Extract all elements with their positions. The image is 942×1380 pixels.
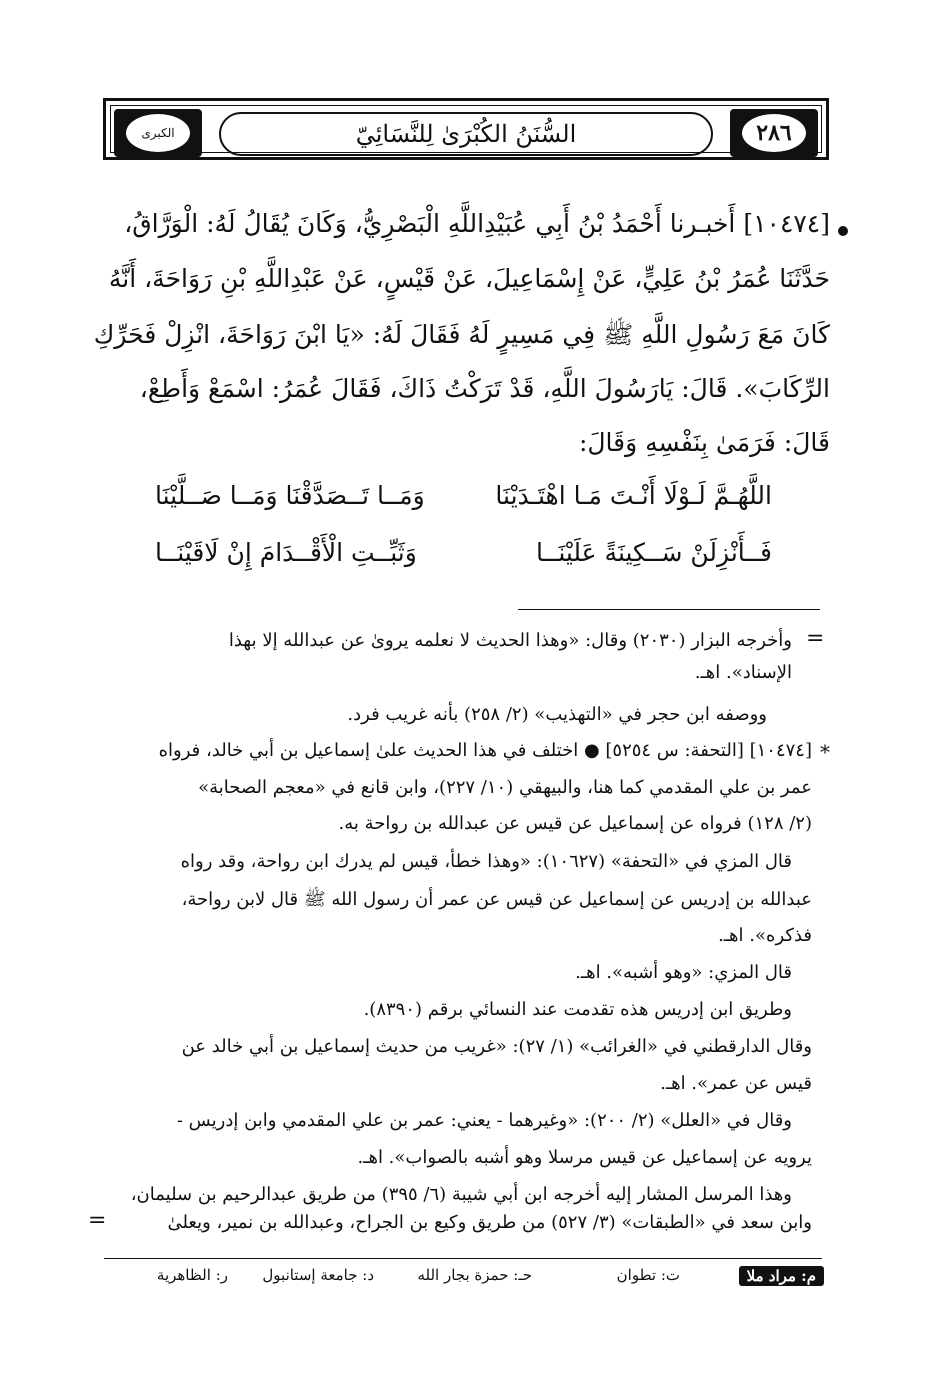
- header-frame: [110, 105, 822, 153]
- footnote-line: وهذا المرسل المشار إليه أخرجه ابن أبي شيبة (٦/ ٣٩٥) من طريق عبدالرحيم بن سليمان،: [130, 1184, 792, 1205]
- hadith-bullet: [838, 226, 848, 236]
- footnote-line: وطريق ابن إدريس هذه تقدمت عند النسائي برقم (٨٣٩٠).: [363, 999, 792, 1020]
- logo-ornament: [114, 109, 202, 157]
- manuscript-siglum-t: ت: تطوان: [616, 1266, 680, 1284]
- hadith-line: [١٠٤٧٤] أَخبـرنا أَحْمَدُ بْنُ أَبِي عُبَيْدِاللَّهِ الْبَصْرِيُّ، وَكَانَ يُقَالُ لَهُ: الْوَرَّاقُ،: [124, 209, 830, 238]
- footnote-line: عمر بن علي المقدمي كما هنا، والبيهقي (١٠/ ٢٢٧)، وابن قانع في «معجم الصحابة»: [198, 777, 812, 798]
- manuscript-siglum-d: د: جامعة إستانبول: [262, 1266, 374, 1284]
- footnote-line: عبدالله بن إدريس عن إسماعيل عن قيس عن عمر أن رسول الله ﷺ قال لابن رواحة،: [181, 889, 812, 910]
- footnote-line: قال المزي في «التحفة» (١٠٦٢٧): «وهذا خطأ، قيس لم يدرك ابن رواحة، وقد رواه: [180, 851, 792, 872]
- verse-right-hemistich: فَــأَنْزِلَنْ سَــكِينَةً عَلَيْنَــا: [536, 538, 772, 567]
- footnote-line: (٢/ ١٢٨) فرواه عن إسماعيل عن قيس عن عبدالله بن رواحة به.: [338, 813, 812, 834]
- footnote-line: قيس عن عمر». اهـ.: [660, 1073, 812, 1094]
- manuscript-siglum-m: م: مراد ملا: [739, 1266, 824, 1286]
- footnote-line: وقال في «العلل» (٢/ ٢٠٠): «وغيرهما - يعني: عمر بن علي المقدمي وابن إدريس -: [176, 1110, 792, 1131]
- verse-left-hemistich: وَثَبِّــتِ الْأَقْــدَامَ إِنْ لَاقَيْنَــا: [155, 538, 417, 567]
- hadith-line: كَانَ مَعَ رَسُولِ اللَّهِ ﷺ فِي مَسِيرٍ لَهُ فَقَالَ لَهُ: «يَا ابْنَ رَوَاحَةَ، انْزِلْ فَحَرِّكِ: [93, 320, 830, 349]
- footnote-line: يرويه عن إسماعيل عن قيس مرسلا وهو أشبه بالصواب». اهـ.: [357, 1147, 812, 1168]
- footnote-line: وأخرجه البزار (٢٠٣٠) وقال: «وهذا الحديث لا نعلمه يروىٰ عن عبدالله إلا بهذا: [228, 630, 792, 651]
- footnote-line: [١٠٤٧٤] [التحفة: س ٥٢٥٤] ● اختلف في هذا الحديث علىٰ إسماعيل بن أبي خالد، فرواه: [158, 740, 812, 761]
- footnote-line: الإسناد». اهـ.: [694, 662, 792, 683]
- page-number-ornament: [730, 109, 818, 157]
- page-header: [103, 98, 829, 160]
- hadith-line: حَدَّثَنَا عُمَرُ بْنُ عَلِيٍّ، عَنْ إِسْمَاعِيلَ، عَنْ قَيْسٍ، عَنْ عَبْدِاللَّهِ بْنِ رَوَاحَةَ، أَنَّهُ: [108, 264, 830, 293]
- continuation-mark-bottom: =: [88, 1208, 107, 1233]
- hadith-line: قَالَ: فَرَمَىٰ بِنَفْسِهِ وَقَالَ:: [578, 428, 830, 457]
- manuscript-siglum-r: ر: الظاهرية: [156, 1266, 228, 1284]
- logo-text: الكبرى: [141, 126, 175, 140]
- star-mark: *: [820, 740, 830, 764]
- hadith-line: الرِّكَابَ». قَالَ: يَارَسُولَ اللَّهِ، قَدْ تَرَكْتُ ذَاكَ، فَقَالَ عُمَرُ: اسْمَعْ وَأَطِعْ،: [139, 374, 830, 403]
- verse-left-hemistich: وَمَــا تَــصَدَّقْنَا وَمَــا صَــلَّيْنَا: [155, 481, 425, 510]
- manuscript-siglum-h: حـ: حمزة بجار الله: [417, 1266, 532, 1284]
- footnote-line: قال المزي: «وهو أشبه». اهـ.: [575, 962, 792, 983]
- continuation-mark-top: =: [806, 626, 825, 651]
- footnote-line: ووصفه ابن حجر في «التهذيب» (٢/ ٢٥٨) بأنه غريب فرد.: [347, 704, 767, 725]
- footnote-separator: [518, 609, 820, 610]
- footnote-line: فذكره». اهـ.: [718, 925, 812, 946]
- page-number: ٢٨٦: [756, 120, 792, 146]
- page-number-medallion: [740, 112, 808, 154]
- logo-medallion: [124, 112, 192, 154]
- manuscripts-separator: [104, 1258, 822, 1259]
- footnote-line: وابن سعد في «الطبقات» (٣/ ٥٢٧) من طريق وكيع بن الجراح، وعبدالله بن نمير، ويعلىٰ: [167, 1212, 812, 1233]
- book-title: السُّنَنُ الكُبْرَىٰ لِلنَّسَائِيّ: [355, 120, 577, 148]
- footnote-line: وقال الدارقطني في «الغرائب» (١/ ٢٧): «غريب من حديث إسماعيل بن أبي خالد عن: [181, 1036, 812, 1057]
- book-title-banner: [219, 112, 713, 156]
- verse-right-hemistich: اللَّهُـمَّ لَـوْلَا أَنْـتَ مَـا اهْتَـدَيْنَا: [495, 481, 772, 510]
